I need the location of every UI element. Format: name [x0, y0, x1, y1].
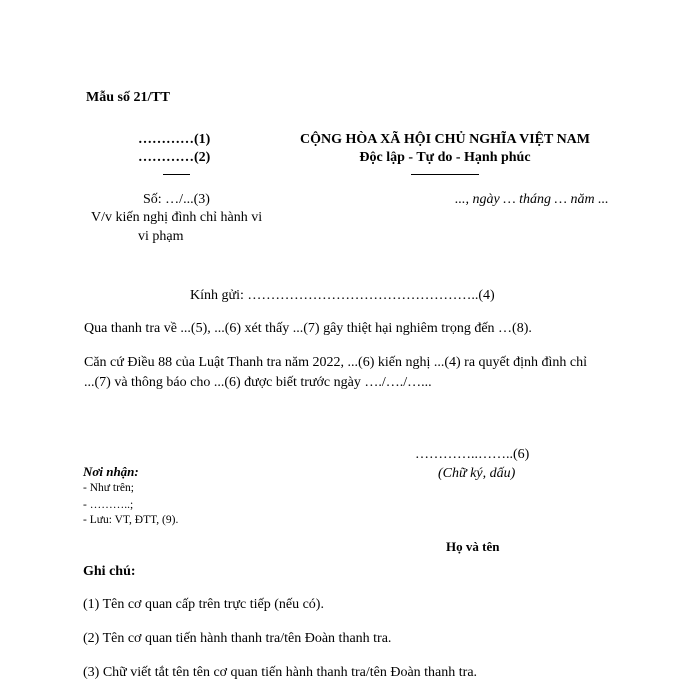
- agency-line-2: …………(2): [138, 150, 211, 165]
- date-line: ..., ngày … tháng … năm ...: [455, 192, 609, 207]
- body-paragraph-2-line-1: Căn cứ Điều 88 của Luật Thanh tra năm 2022, ...(6) kiến nghị ...(4) ra quyết định đình chỉ: [84, 355, 588, 370]
- national-motto: Độc lập - Tự do - Hạnh phúc: [359, 150, 531, 165]
- note-item: (3) Chữ viết tắt tên tên cơ quan tiến hành thanh tra/tên Đoàn thanh tra.: [83, 665, 478, 680]
- note-item: (2) Tên cơ quan tiến hành thanh tra/tên Đoàn thanh tra.: [83, 631, 392, 646]
- signer-name: Họ và tên: [446, 539, 500, 554]
- country-name: CỘNG HÒA XÃ HỘI CHỦ NGHĨA VIỆT NAM: [299, 132, 590, 147]
- subject-line-1: V/v kiến nghị đình chỉ hành vi: [91, 210, 263, 225]
- left-header-divider: [163, 174, 190, 175]
- form-number: Mẫu số 21/TT: [86, 90, 171, 105]
- agency-line-1: …………(1): [138, 132, 211, 147]
- right-header-divider: [411, 174, 479, 175]
- note-item: (1) Tên cơ quan cấp trên trực tiếp (nếu có).: [83, 597, 324, 612]
- body-paragraph-1: Qua thanh tra về ...(5), ...(6) xét thấy ...(7) gây thiệt hại nghiêm trọng đến …(8).: [84, 321, 532, 336]
- recipients-item: - Như trên;: [83, 482, 134, 494]
- document-number: Số: …/...(3): [143, 192, 210, 207]
- signature-note: (Chữ ký, dấu): [438, 466, 516, 481]
- recipient-line: Kính gửi: …………………………………………..(4): [190, 288, 495, 303]
- recipients-item: - Lưu: VT, ĐTT, (9).: [83, 514, 179, 526]
- recipients-title: Nơi nhận:: [83, 464, 139, 479]
- recipients-item: - ………..;: [83, 499, 134, 511]
- notes-title: Ghi chú:: [83, 564, 136, 579]
- subject-line-2: vi phạm: [138, 229, 184, 244]
- signature-placeholder: …………..……..(6): [415, 447, 530, 462]
- body-paragraph-2-line-2: ...(7) và thông báo cho ...(6) được biết trước ngày …./…./…...: [84, 375, 432, 390]
